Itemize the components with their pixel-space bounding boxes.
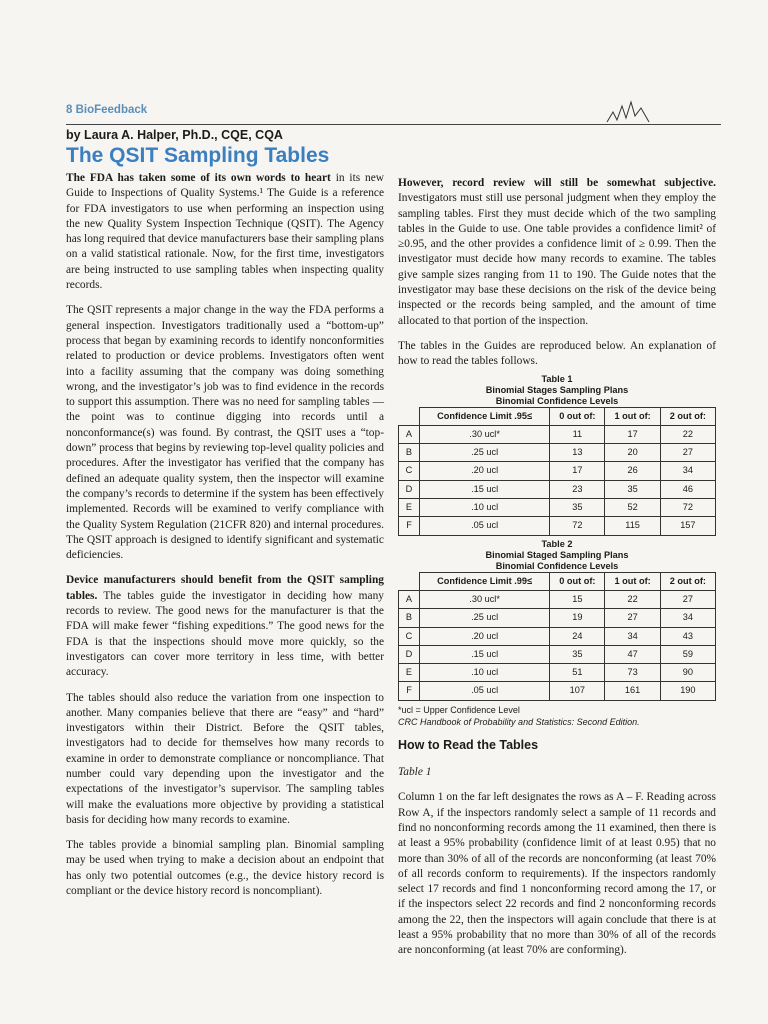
- table-cell: 46: [660, 480, 715, 498]
- row-label: E: [399, 499, 420, 517]
- row-label: E: [399, 664, 420, 682]
- table-cell: 20: [605, 444, 660, 462]
- footnote: *ucl = Upper Confidence Level: [398, 704, 520, 715]
- table-cell: 190: [660, 682, 715, 700]
- paragraph: The tables in the Guides are reproduced below. An explanation of how to read the tables follows.: [398, 339, 716, 368]
- article-title: The QSIT Sampling Tables: [66, 144, 330, 167]
- table-cell: 90: [660, 664, 715, 682]
- table-cell: 19: [550, 609, 605, 627]
- header-rule: [66, 124, 721, 125]
- row-label: B: [399, 444, 420, 462]
- table-cell: .10 ucl: [420, 664, 550, 682]
- table-cell: 43: [660, 627, 715, 645]
- row-label: A: [399, 425, 420, 443]
- table-cell: 59: [660, 645, 715, 663]
- lead-in: However, record review will still be somewhat subjective.: [398, 177, 716, 189]
- table-cell: 17: [605, 425, 660, 443]
- table-cell: 34: [660, 462, 715, 480]
- table-row: [399, 499, 716, 517]
- table-cell: 27: [660, 590, 715, 608]
- table-cell: .30 ucl*: [420, 590, 550, 608]
- table2-caption: Table 2 Binomial Staged Sampling Plans Binomial Confidence Levels: [485, 538, 629, 571]
- corner-cell: [399, 572, 420, 590]
- table-row: [399, 590, 716, 608]
- table-cell: 52: [605, 499, 660, 517]
- table-cell: 22: [660, 425, 715, 443]
- row-label: D: [399, 645, 420, 663]
- column-header: Confidence Limit .99≤: [420, 572, 550, 590]
- table-cell: 51: [550, 664, 605, 682]
- table-cell: 13: [550, 444, 605, 462]
- table-cell: 15: [550, 590, 605, 608]
- table-row: [399, 444, 716, 462]
- section-heading: How to Read the Tables: [398, 737, 539, 752]
- footnote-source: CRC Handbook of Probability and Statistics: Second Edition.: [398, 716, 640, 727]
- table-cell: 72: [660, 499, 715, 517]
- table-row: [399, 645, 716, 663]
- table-cell: 73: [605, 664, 660, 682]
- table-row: [399, 425, 716, 443]
- table-cell: 161: [605, 682, 660, 700]
- table-cell: 107: [550, 682, 605, 700]
- column-header: 2 out of:: [660, 407, 715, 425]
- table-row: [399, 664, 716, 682]
- table-cell: .15 ucl: [420, 480, 550, 498]
- byline: by Laura A. Halper, Ph.D., CQE, CQA: [66, 128, 283, 142]
- table-cell: 26: [605, 462, 660, 480]
- table-cell: 35: [605, 480, 660, 498]
- table-cell: .30 ucl*: [420, 425, 550, 443]
- table-cell: 27: [605, 609, 660, 627]
- table-header-row: [399, 407, 716, 425]
- paragraph: The tables provide a binomial sampling plan. Binomial sampling may be used when trying to make a decision about an endpoint that has only two potential outcomes (e.g., the device history record is compliant or the device history record is noncompliant).: [66, 839, 384, 898]
- table-cell: 23: [550, 480, 605, 498]
- table-cell: 17: [550, 462, 605, 480]
- paragraph: [66, 573, 384, 680]
- paragraph: The tables should also reduce the variation from one inspection to another. Many companies believe that there are “easy” and “hard” investigators within their District. Before the QSIT tables, investigators had to decide for themselves how many records to examine in order to demonstrate compliance or noncompliance. That number could vary depending upon the investigator and the expectations of the investigator’s supervisor. The sampling tables will make the evaluations more objective by providing a statistical basis for deciding how many records to examine.: [66, 691, 384, 826]
- table-header-row: [399, 572, 716, 590]
- table-cell: .20 ucl: [420, 462, 550, 480]
- paragraph: The QSIT represents a major change in the way the FDA performs a general inspection. Investigators traditionally used a “bottom-up” process that began by examining records to identify nonconformities related to production or device problems. Investigators often went into a facility assuming that the company was doing something wrong, and the investigator’s job was to find evidence in the records to support this assumption. There was no need for sampling tables — the point was to continue digging into records until a nonconformance(s) was found. By contrast, the QSIT uses a “top-down” process that begins by reviewing top-level quality policies and procedures. After the investigator has verified that the company has defined an adequate quality system, then the inspector will examine the company’s records to determine if the system has been effectively implemented. Records will be examined to verify compliance with the Quality System Regulation (21CFR 820) and internal procedures. The QSIT approach is designed to identify significant and systematic deficiencies.: [66, 304, 384, 562]
- table-row: [399, 682, 716, 700]
- table-cell: 157: [660, 517, 715, 535]
- table-cell: 34: [605, 627, 660, 645]
- column-header: 0 out of:: [550, 407, 605, 425]
- paragraph: [66, 171, 384, 293]
- lead-in: The FDA has taken some of its own words to heart: [66, 172, 331, 184]
- table1: [398, 407, 716, 536]
- column-header: Confidence Limit .95≤: [420, 407, 550, 425]
- corner-cell: [399, 407, 420, 425]
- table-cell: 22: [605, 590, 660, 608]
- table-cell: 115: [605, 517, 660, 535]
- paragraph-text: in its new Guide to Inspections of Quality Systems.¹ The Guide is a reference for FDA investigators to use when performing an inspection using the new Quality System Inspection Technique (QSIT). The Agency has long required that device manufacturers base their sampling plans on a valid statistical rationale. Now, for the first time, investigators are being instructed to use sampling tables when inspecting quality records.: [66, 172, 384, 292]
- row-label: F: [399, 682, 420, 700]
- paragraph-text: The tables guide the investigator in deciding how many records to review. The good news for the manufacturer is that the FDA will make fewer “fishing expeditions.” The good news for the FDA is that the inspections should move more quickly, so the investigators can cover more territory in less time, with better accuracy.: [66, 589, 384, 679]
- right-column: [398, 176, 716, 969]
- table-cell: 24: [550, 627, 605, 645]
- row-label: C: [399, 627, 420, 645]
- table-row: [399, 480, 716, 498]
- table-cell: 34: [660, 609, 715, 627]
- table-row: [399, 627, 716, 645]
- table-cell: 11: [550, 425, 605, 443]
- paragraph: Column 1 on the far left designates the rows as A – F. Reading across Row A, if the inspectors randomly select a sample of 11 records and find no nonconforming records among the 11 examined, then there is at least a 95% probability (confidence limit of at least 0.95) that no more than 30% of all of the records are nonconforming (at least 70% of all records conform to requirements). If the inspectors randomly select 17 records and find 1 nonconforming record among the 17, or if the inspectors select 22 records and find 2 nonconforming records among the 22, then the inspectors will again conclude that there is at least a 95% probability that no more than 30% of all of the records are nonconforming (at least 70% are conforming).: [398, 791, 716, 957]
- row-label: A: [399, 590, 420, 608]
- table-cell: 35: [550, 645, 605, 663]
- table-cell: .05 ucl: [420, 517, 550, 535]
- table2: [398, 572, 716, 701]
- paragraph-text: Investigators must still use personal judgment when they employ the sampling tables. First they must decide which of the two sampling tables in the Guide to use. One table provides a confidence limit² of ≥0.95, and the other provides a confidence limit of ≥ 0.99. Then the investigator must decide how many records to examine. The tables give sample sizes ranging from 11 to 190. The Guide notes that the investigator may base these decisions on the risk of the device being inspected or the records being sampled, and the amount of time allocated to that portion of the inspection.: [398, 192, 716, 327]
- row-label: D: [399, 480, 420, 498]
- table-cell: .15 ucl: [420, 645, 550, 663]
- table-cell: 72: [550, 517, 605, 535]
- subheading: Table 1: [398, 766, 432, 779]
- table-row: [399, 462, 716, 480]
- left-column: [66, 171, 384, 909]
- lead-in: Device manufacturers should benefit from the QSIT sampling tables.: [66, 574, 384, 602]
- table-cell: .25 ucl: [420, 609, 550, 627]
- column-header: 1 out of:: [605, 572, 660, 590]
- table-cell: .10 ucl: [420, 499, 550, 517]
- table-row: [399, 517, 716, 535]
- table-cell: 27: [660, 444, 715, 462]
- paragraph: [398, 176, 716, 329]
- row-label: B: [399, 609, 420, 627]
- row-label: C: [399, 462, 420, 480]
- folio: 8 BioFeedback: [66, 104, 148, 116]
- row-label: F: [399, 517, 420, 535]
- column-header: 0 out of:: [550, 572, 605, 590]
- table-cell: 47: [605, 645, 660, 663]
- page-header: [66, 100, 721, 130]
- table-row: [399, 609, 716, 627]
- table-cell: .20 ucl: [420, 627, 550, 645]
- table-cell: 35: [550, 499, 605, 517]
- column-header: 1 out of:: [605, 407, 660, 425]
- table1-caption: Table 1 Binomial Stages Sampling Plans Binomial Confidence Levels: [485, 373, 629, 406]
- table-cell: .25 ucl: [420, 444, 550, 462]
- column-header: 2 out of:: [660, 572, 715, 590]
- squiggle-ornament-icon: [605, 100, 651, 124]
- table-cell: .05 ucl: [420, 682, 550, 700]
